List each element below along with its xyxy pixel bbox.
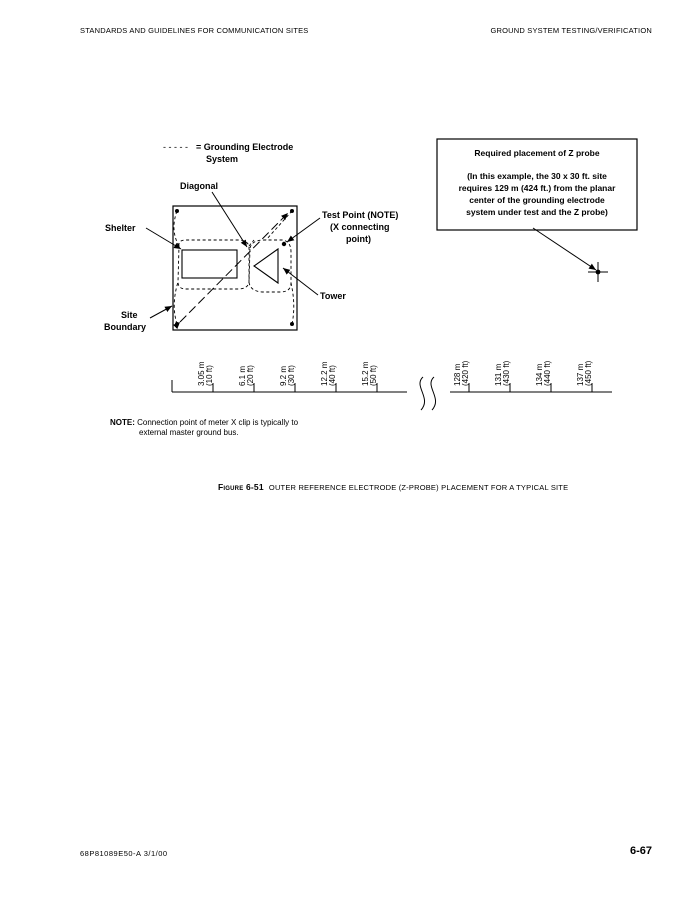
scale-tick-meters: 137 m [576, 363, 585, 386]
scale-tick-meters: 15.2 m [361, 361, 370, 386]
test-point-label-2: (X connecting [330, 222, 390, 232]
scale-tick-meters: 128 m [453, 363, 462, 386]
header-left: STANDARDS AND GUIDELINES FOR COMMUNICATION SITES [80, 26, 309, 35]
scale-tick-feet: (430 ft) [502, 360, 511, 386]
diagonal-line [180, 213, 288, 322]
legend-line2: System [206, 154, 239, 164]
scale-tick-feet: (440 ft) [543, 360, 552, 386]
figure-title: OUTER REFERENCE ELECTRODE (Z-PROBE) PLACEMENT FOR A TYPICAL SITE [268, 483, 569, 492]
shelter-ground-ring [178, 240, 249, 289]
scale-tick-meters: 12.2 m [320, 361, 329, 386]
legend-dash-symbol: - - - - - [163, 142, 188, 152]
scale-tick-feet: (20 ft) [246, 365, 255, 386]
shelter-label: Shelter [105, 223, 136, 233]
note [110, 418, 298, 438]
scale-tick-meters: 3.05 m [197, 361, 206, 386]
callout-pointer [533, 228, 596, 270]
scale-tick-feet: (40 ft) [328, 365, 337, 386]
scale-tick-feet: (10 ft) [205, 365, 214, 386]
header-right: GROUND SYSTEM TESTING/VERIFICATION [490, 26, 652, 35]
z-probe-marker [588, 262, 608, 282]
diagonal-pointer [212, 192, 247, 247]
note-line1: Connection point of meter X clip is typically to [134, 418, 299, 427]
callout-line1: (In this example, the 30 x 30 ft. site [467, 171, 607, 181]
page-number: 6-67 [629, 845, 652, 857]
site-boundary-pointer [150, 306, 172, 318]
tower-triangle [254, 249, 278, 283]
test-point-pointer [287, 218, 320, 242]
scale-tick-feet: (30 ft) [287, 365, 296, 386]
scale-tick-meters: 134 m [535, 363, 544, 386]
site-label-1: Site [121, 310, 138, 320]
diagonal-label: Diagonal [180, 181, 219, 191]
bond-line [174, 282, 178, 324]
callout-line4: system under test and the Z probe) [466, 207, 608, 217]
tower-ground-ring [249, 240, 291, 292]
scale-tick-meters: 9.2 m [279, 365, 288, 386]
scale-tick-feet: (450 ft) [584, 360, 593, 386]
note-line2: external master ground bus. [139, 428, 239, 437]
test-point-label-3: point) [346, 234, 371, 244]
tower-label: Tower [320, 291, 346, 301]
scale-tick-feet: (50 ft) [369, 365, 378, 386]
test-point-label-1: Test Point (NOTE) [322, 210, 399, 220]
scale-tick-meters: 131 m [494, 363, 503, 386]
bond-line [266, 211, 292, 240]
figure-caption [218, 482, 568, 492]
tower-pointer [283, 268, 318, 295]
scale-break-mark [420, 377, 425, 410]
bond-line [174, 211, 179, 246]
legend-line1: = Grounding Electrode [196, 142, 294, 152]
bond-line [291, 283, 294, 324]
callout-title: Required placement of Z probe [474, 148, 600, 158]
figure-number: Figure 6-51 [218, 482, 264, 492]
scale-tick-meters: 6.1 m [238, 365, 247, 386]
scale-break-mark [431, 377, 436, 410]
site-label-2: Boundary [104, 322, 147, 332]
shelter-rect [182, 250, 237, 278]
callout-line3: center of the grounding electrode [469, 195, 605, 205]
scale-tick-feet: (420 ft) [461, 360, 470, 386]
callout-line2: requires 129 m (424 ft.) from the planar [458, 183, 616, 193]
test-point-dot [282, 242, 286, 246]
note-label: NOTE: [110, 418, 135, 427]
document-number: 68P81089E50-A 3/1/00 [80, 849, 168, 858]
